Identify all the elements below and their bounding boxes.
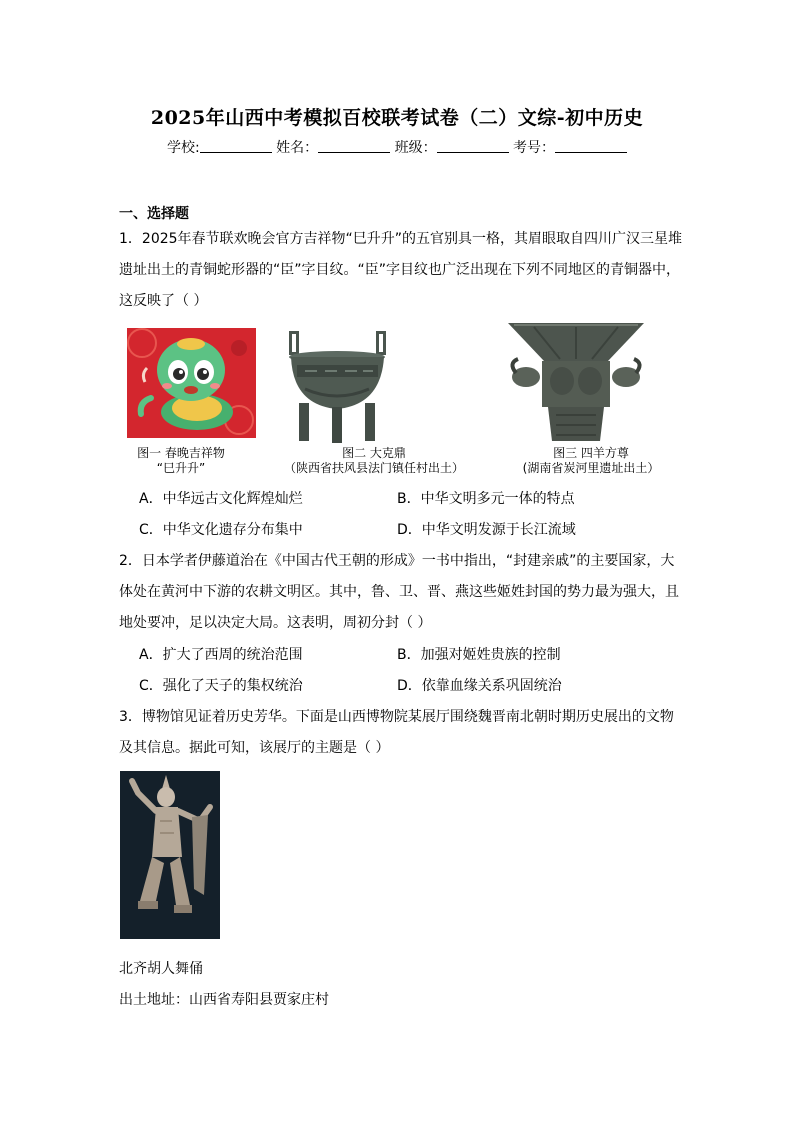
fig3-caption-line2: (湖南省炭河里遗址出土） bbox=[522, 461, 660, 475]
fig1-caption-line2: “巳升升” bbox=[156, 461, 206, 475]
q1-stem-line2: 遗址出土的青铜蛇形器的“臣”字目纹。“臣”字目纹也广泛出现在下列不同地区的青铜器中， bbox=[119, 262, 681, 278]
q2-option-b[interactable]: B．加强对姬姓贵族的控制 bbox=[397, 647, 561, 663]
q2-stem-line3: 地处要冲，足以决定大局。这表明，周初分封（ ） bbox=[119, 615, 432, 631]
page-title: 2025年山西中考模拟百校联考试卷（二）文综-初中历史 bbox=[150, 107, 644, 129]
name-label: 姓名： bbox=[276, 140, 319, 156]
fig3-caption bbox=[516, 446, 666, 476]
q2-option-c[interactable]: C．强化了天子的集权统治 bbox=[139, 678, 303, 694]
school-blank[interactable] bbox=[200, 140, 272, 153]
fig1-caption bbox=[126, 446, 236, 476]
fig2-caption-line2: （陕西省扶风县法门镇任村出土） bbox=[283, 461, 464, 475]
name-blank[interactable] bbox=[318, 140, 390, 153]
q1-option-d[interactable]: D．中华文明发源于长江流域 bbox=[397, 522, 576, 538]
exam-no-label: 考号： bbox=[513, 140, 556, 156]
ding-bronze-image bbox=[285, 327, 390, 445]
fig3-caption-line1: 图三 四羊方尊 bbox=[553, 446, 629, 460]
section-heading: 一、选择题 bbox=[119, 206, 189, 222]
q1-option-b[interactable]: B．中华文明多元一体的特点 bbox=[397, 491, 575, 507]
zun-bronze-image bbox=[504, 319, 648, 445]
q2-option-d[interactable]: D．依靠血缘关系巩固统治 bbox=[397, 678, 562, 694]
q1-stem-line3: 这反映了（ ） bbox=[119, 293, 208, 309]
class-label: 班级： bbox=[394, 140, 437, 156]
q1-option-a[interactable]: A．中华远古文化辉煌灿烂 bbox=[139, 491, 303, 507]
artifact-name: 北齐胡人舞俑 bbox=[119, 961, 203, 977]
q3-stem-line1: 3．博物馆见证着历史芳华。下面是山西博物院某展厅围绕魏晋南北朝时期历史展出的文物 bbox=[119, 709, 674, 725]
fig2-caption-line1: 图二 大克鼎 bbox=[342, 446, 406, 460]
q2-stem-line1: 2．日本学者伊藤道治在《中国古代王朝的形成》一书中指出，“封建亲戚”的主要国家，大 bbox=[119, 553, 675, 569]
school-label: 学校: bbox=[166, 140, 200, 156]
fig2-caption bbox=[279, 446, 469, 476]
snake-mascot-image bbox=[127, 328, 256, 438]
q1-option-c[interactable]: C．中华文化遗存分布集中 bbox=[139, 522, 303, 538]
exam-no-blank[interactable] bbox=[555, 140, 627, 153]
student-info-line bbox=[0, 137, 794, 157]
class-blank[interactable] bbox=[437, 140, 509, 153]
dancer-figurine-image bbox=[120, 771, 220, 939]
q1-stem-line1: 1．2025年春节联欢晚会官方吉祥物“巳升升”的五官别具一格，其眉眼取自四川广汉三星堆 bbox=[119, 231, 683, 247]
fig1-caption-line1: 图一 春晚吉祥物 bbox=[137, 446, 225, 460]
q2-option-a[interactable]: A．扩大了西周的统治范围 bbox=[139, 647, 303, 663]
q3-stem-line2: 及其信息。据此可知，该展厅的主题是（ ） bbox=[119, 740, 390, 756]
q2-stem-line2: 体处在黄河中下游的农耕文明区。其中，鲁、卫、晋、燕这些姬姓封国的势力最为强大，且 bbox=[119, 584, 679, 600]
artifact-place: 出土地址：山西省寿阳县贾家庄村 bbox=[119, 992, 329, 1008]
